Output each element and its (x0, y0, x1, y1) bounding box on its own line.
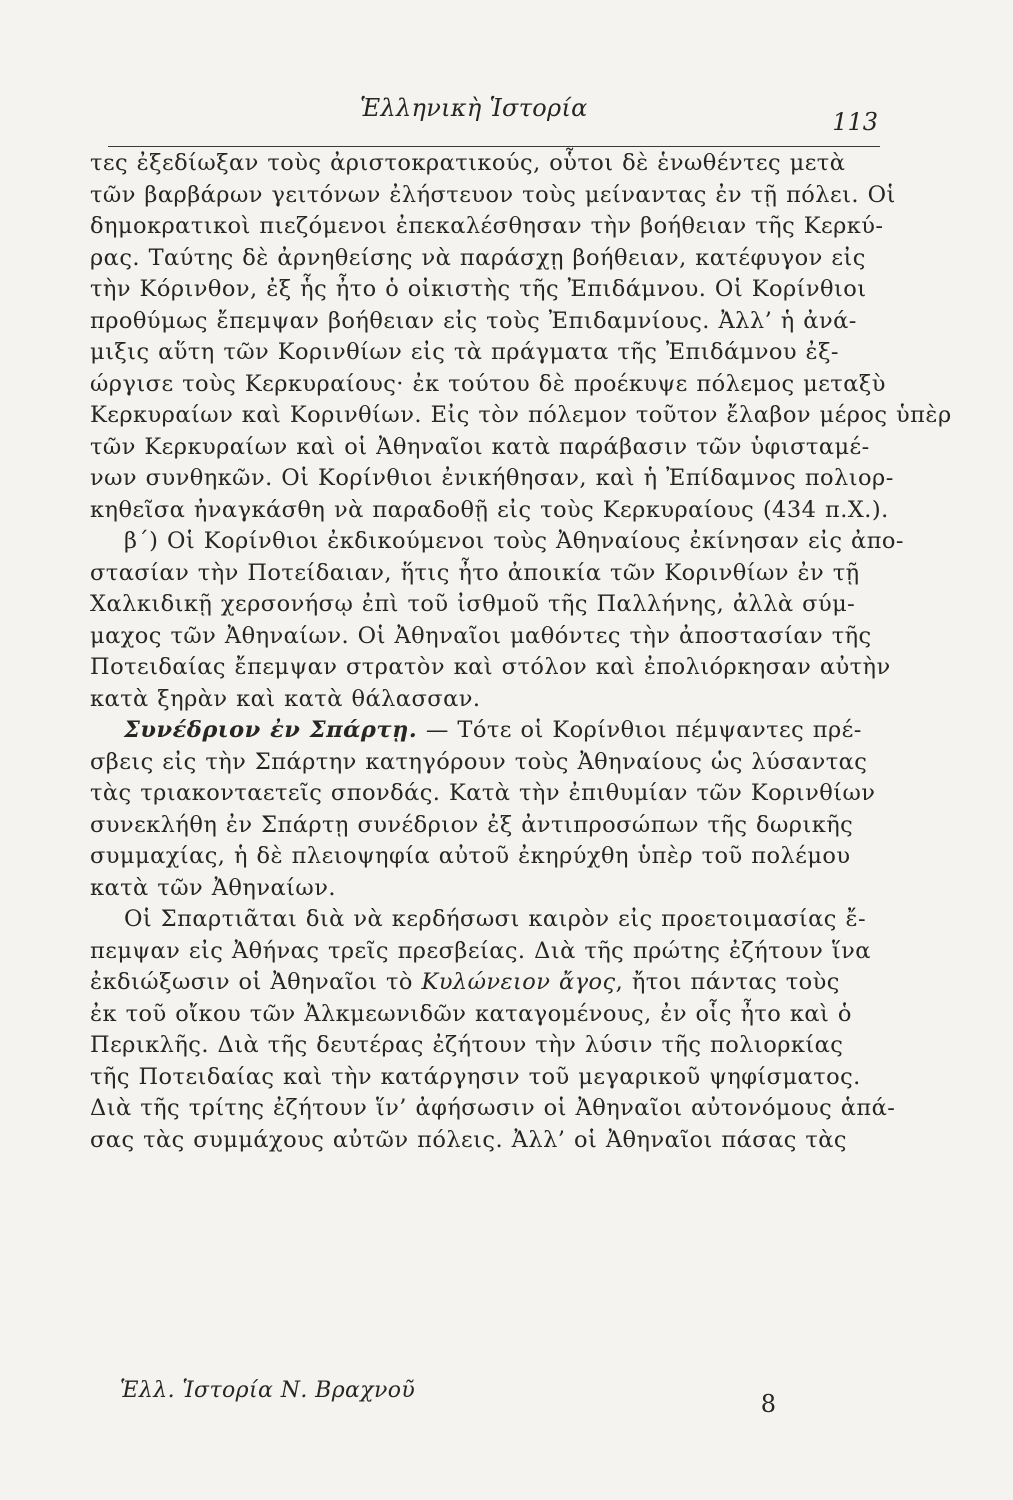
text-line: μαχος τῶν Ἀθηναίων. Οἱ Ἀθηναῖοι μαθόντες τὴν ἀποστασίαν τῆς (90, 622, 872, 649)
text-line: τὰς τριακονταετεῖς σπονδάς. Κατὰ τὴν ἐπιθυμίαν τῶν Κορινθίων (90, 780, 876, 806)
text-line: τὴν Κόρινθον, ἐξ ἧς ἦτο ὁ οἰκιστὴς τῆς Ἐπιδάμνου. Οἱ Κορίνθιοι (90, 276, 867, 302)
paragraph-2 (90, 526, 904, 715)
page-footer (120, 1378, 880, 1428)
text-span: , ἤτοι πάντας τοὺς (615, 969, 840, 995)
text-line: τῶν βαρβάρων γειτόνων ἐλήστευον τοὺς μείναντας ἐν τῇ πόλει. Οἱ (90, 181, 896, 208)
running-title: Ἑλληνικὴ Ἱστορία (360, 94, 588, 122)
text-line (90, 967, 876, 999)
heading-line-rest: — Τότε οἱ Κορίνθιοι πέμψαντες πρέ- (417, 717, 862, 743)
text-line: ρας. Ταύτης δὲ ἀρνηθείσης νὰ παράσχῃ βοήθειαν, κατέφυγον εἰς (90, 244, 866, 271)
text-line: Περικλῆς. Διὰ τῆς δευτέρας ἐζήτουν τὴν λύσιν τῆς πολιορκίας (90, 1032, 844, 1058)
text-line: Διὰ τῆς τρίτης ἐζήτουν ἵν’ ἀφήσωσιν οἱ Ἀθηναῖοι αὐτονόμους ἁπά- (90, 1095, 896, 1121)
text-line: στασίαν τὴν Ποτείδαιαν, ἥτις ἦτο ἀποικία τῶν Κορινθίων ἐν τῇ (90, 559, 860, 586)
text-line: συνεκλήθη ἐν Σπάρτῃ συνέδριον ἐξ ἀντιπροσώπων τῆς δωρικῆς (90, 811, 854, 838)
paragraph-3 (90, 715, 876, 904)
text-line: Οἱ Σπαρτιᾶται διὰ νὰ κερδήσωσι καιρὸν εἰς προετοιμασίας ἔ- (124, 906, 867, 932)
text-line: κατὰ ξηρὰν καὶ κατὰ θάλασσαν. (90, 685, 481, 712)
text-line: κηθεῖσα ἠναγκάσθη νὰ παραδοθῇ εἰς τοὺς Κερκυραίους (434 π.Χ.). (90, 496, 889, 523)
text-line: πεμψαν εἰς Ἀθήνας τρεῖς πρεσβείας. Διὰ τῆς πρώτης ἐζήτουν ἵνα (90, 937, 871, 964)
text-line: τῆς Ποτειδαίας καὶ τὴν κατάργησιν τοῦ μεγαρικοῦ ψηφίσματος. (90, 1063, 861, 1090)
text-line: μιξις αὕτη τῶν Κορινθίων εἰς τὰ πράγματα τῆς Ἐπιδάμνου ἐξ- (90, 339, 839, 365)
text-line: Κερκυραίων καὶ Κορινθίων. Εἰς τὸν πόλεμον τοῦτον ἔλαβον μέρος ὑπὲρ (90, 402, 952, 428)
text-line: τες ἐξεδίωξαν τοὺς ἀριστοκρατικούς, οὗτοι δὲ ἑνωθέντες μετὰ (90, 150, 846, 176)
signature-mark: 8 (760, 1390, 776, 1418)
text-line: δημοκρατικοὶ πιεζόμενοι ἐπεκαλέσθησαν τὴν βοήθειαν τῆς Κερκύ- (90, 213, 884, 239)
text-line: Ποτειδαίας ἔπεμψαν στρατὸν καὶ στόλον καὶ ἐπολιόρκησαν αὐτὴν (90, 654, 891, 680)
text-line: συμμαχίας, ἡ δὲ πλειοψηφία αὐτοῦ ἐκηρύχθη ὑπὲρ τοῦ πολέμου (90, 843, 851, 869)
text-line (90, 715, 876, 747)
page-number: 113 (832, 108, 878, 136)
running-head (108, 90, 880, 147)
text-span: ἐκδιώξωσιν οἱ Ἀθηναῖοι τὸ (90, 969, 422, 995)
section-heading: Συνέδριον ἐν Σπάρτῃ. (124, 717, 418, 743)
text-line: προθύμως ἔπεμψαν βοήθειαν εἰς τοὺς Ἐπιδαμνίους. Ἀλλ’ ἡ ἀνά- (90, 307, 857, 334)
text-line: νων συνθηκῶν. Οἱ Κορίνθιοι ἐνικήθησαν, καὶ ἡ Ἐπίδαμνος πολιορ- (90, 465, 894, 491)
paragraph-1 (90, 148, 952, 526)
emphasized-term: Κυλώνειον ἄγος (421, 969, 616, 995)
text-line: β΄) Οἱ Κορίνθιοι ἐκδικούμενοι τοὺς Ἀθηναίους ἐκίνησαν εἰς ἀπο- (124, 528, 904, 554)
text-line: σβεις εἰς τὴν Σπάρτην κατηγόρουν τοὺς Ἀθηναίους ὡς λύσαντας (90, 748, 868, 775)
footer-source: Ἑλλ. Ἱστορία Ν. Βραχνοῦ (120, 1378, 416, 1403)
text-line: Χαλκιδικῇ χερσονήσῳ ἐπὶ τοῦ ἰσθμοῦ τῆς Παλλήνης, ἀλλὰ σύμ- (90, 591, 856, 617)
text-line: ἐκ τοῦ οἴκου τῶν Ἀλκμεωνιδῶν καταγομένους, ἐν οἷς ἦτο καὶ ὁ (90, 1000, 852, 1027)
text-line: τῶν Κερκυραίων καὶ οἱ Ἀθηναῖοι κατὰ παράβασιν τῶν ὑφισταμέ- (90, 433, 870, 460)
text-line: κατὰ τῶν Ἀθηναίων. (90, 874, 336, 901)
text-line: ώργισε τοὺς Κερκυραίους· ἐκ τούτου δὲ προέκυψε πόλεμος μεταξὺ (90, 370, 886, 397)
main-text (90, 148, 952, 1156)
text-line: σας τὰς συμμάχους αὐτῶν πόλεις. Ἀλλ’ οἱ Ἀθηναῖοι πάσας τὰς (90, 1126, 847, 1153)
paragraph-4 (90, 904, 896, 1156)
